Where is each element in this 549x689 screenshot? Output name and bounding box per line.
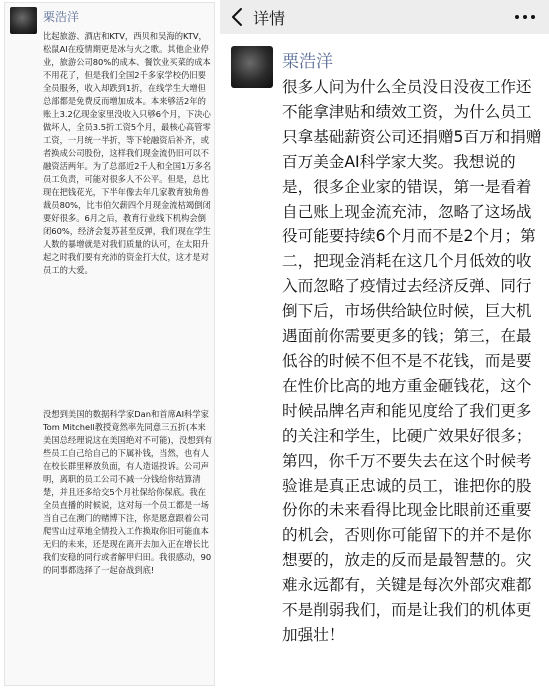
nav-bar xyxy=(220,0,549,34)
left-moments-post xyxy=(4,2,215,686)
left-post-paragraph-2: 没想到美国的数据科学家Dan和首席AI科学家Tom Mitchell教授竟然率先同意三五折(本来美国总经理说这在美国绝对不可能)，没想到有些员工自己给自己的下属补钱，当然，也有人在校长群里释放负面，有人造谣投诉。公司声明，离职的员工公司不减一分钱给你结算清楚，并且还多给交5个月社保给你保底。我在全员直播的时候说，这对每一个员工都是一场当自己在澳门的赌博下注，你是愿意跟着公司爬雪山过草地全情投入工作换取你旧可能血本无归的未来，还是现在离开去加入正在增长比我们安稳的同行或者解甲归田。我很感动，90的同事都选择了一起奋战到底! xyxy=(43,409,213,575)
left-author-avatar[interactable] xyxy=(10,7,37,34)
left-author-name[interactable]: 栗浩洋 xyxy=(43,10,80,24)
page-title: 详情 xyxy=(253,9,286,28)
chevron-left-icon[interactable] xyxy=(228,5,248,29)
post-body-text: 很多人问为什么全员没日没夜工作还不能拿津贴和绩效工资，为什么员工只拿基础薪资公司还捐赠5百万和捐赠百万美金AI科学家大奖。我想说的是，很多企业家的错误，第一是看着自己账上现金流充沛，忽略了这场战役可能要持续6个月而不是2个月；第二，把现金消耗在这几个月低效的收入而忽略了疫情过去经济反弹、同行倒下后，市场供给缺位时候，巨大机遇面前你需要更多的钱；第三，在最低谷的时候不但不是不花钱，而是要在性价比高的地方重金砸钱花，这个时候品牌名声和能见度给了我们更多的关注和学生，比硬广效果好很多；第四，你千万不要失去在这个时候考验谁是真正忠诚的员工，谁把你的股份你的未来看得比现金比眼前还重要的机会，否则你可能留下的并不是你想要的，放走的反而是最智慧的。灾难永远都有，关键是每次外部灾难都不是削弱我们，而是让我们的机体更加强壮！ xyxy=(282,78,542,644)
author-avatar[interactable] xyxy=(231,46,273,88)
author-name[interactable]: 栗浩洋 xyxy=(282,52,333,72)
more-dots-icon[interactable] xyxy=(513,8,537,26)
left-post-paragraph-1: 比起旅游、酒店和KTV，西贝和吴海的KTV，松鼠AI在疫情期更是冰与火之歌。其他企业停业，旅游公司80%的成本、餐饮业买菜的成本不用花了，但是我们全国2千多家学校仍旧要全员服务，收入却跌到1折，在线学生大增但总部都是免费反而增加成本。本来够活2年的账上3.2亿现金家里没收入只够6个月，下决心做坏人，全员3.5折工资5个月，最核心高管零工资，一月统一半折，等下轮融资后补齐，或者换成公司股份，这样我们现金流仍旧可以不融资活两年。为了总部近2千人和全国1万多名员工负责，可能对很多人不公平。但是，总比现在把钱花光，下半年像去年几家教育独角兽裁员80%，比韦伯欠薪四个月现金流枯竭倒闭要好很多。6月之后，教育行业线下机构会倒闭60%，经济会复苏甚至反弹，我们现在学生人数的暴增就是对我们质量的认可，在太阳升起之时我们要有充沛的资金打大仗，这才是对员工的大爱。 xyxy=(43,31,212,275)
right-detail-page xyxy=(220,0,549,689)
